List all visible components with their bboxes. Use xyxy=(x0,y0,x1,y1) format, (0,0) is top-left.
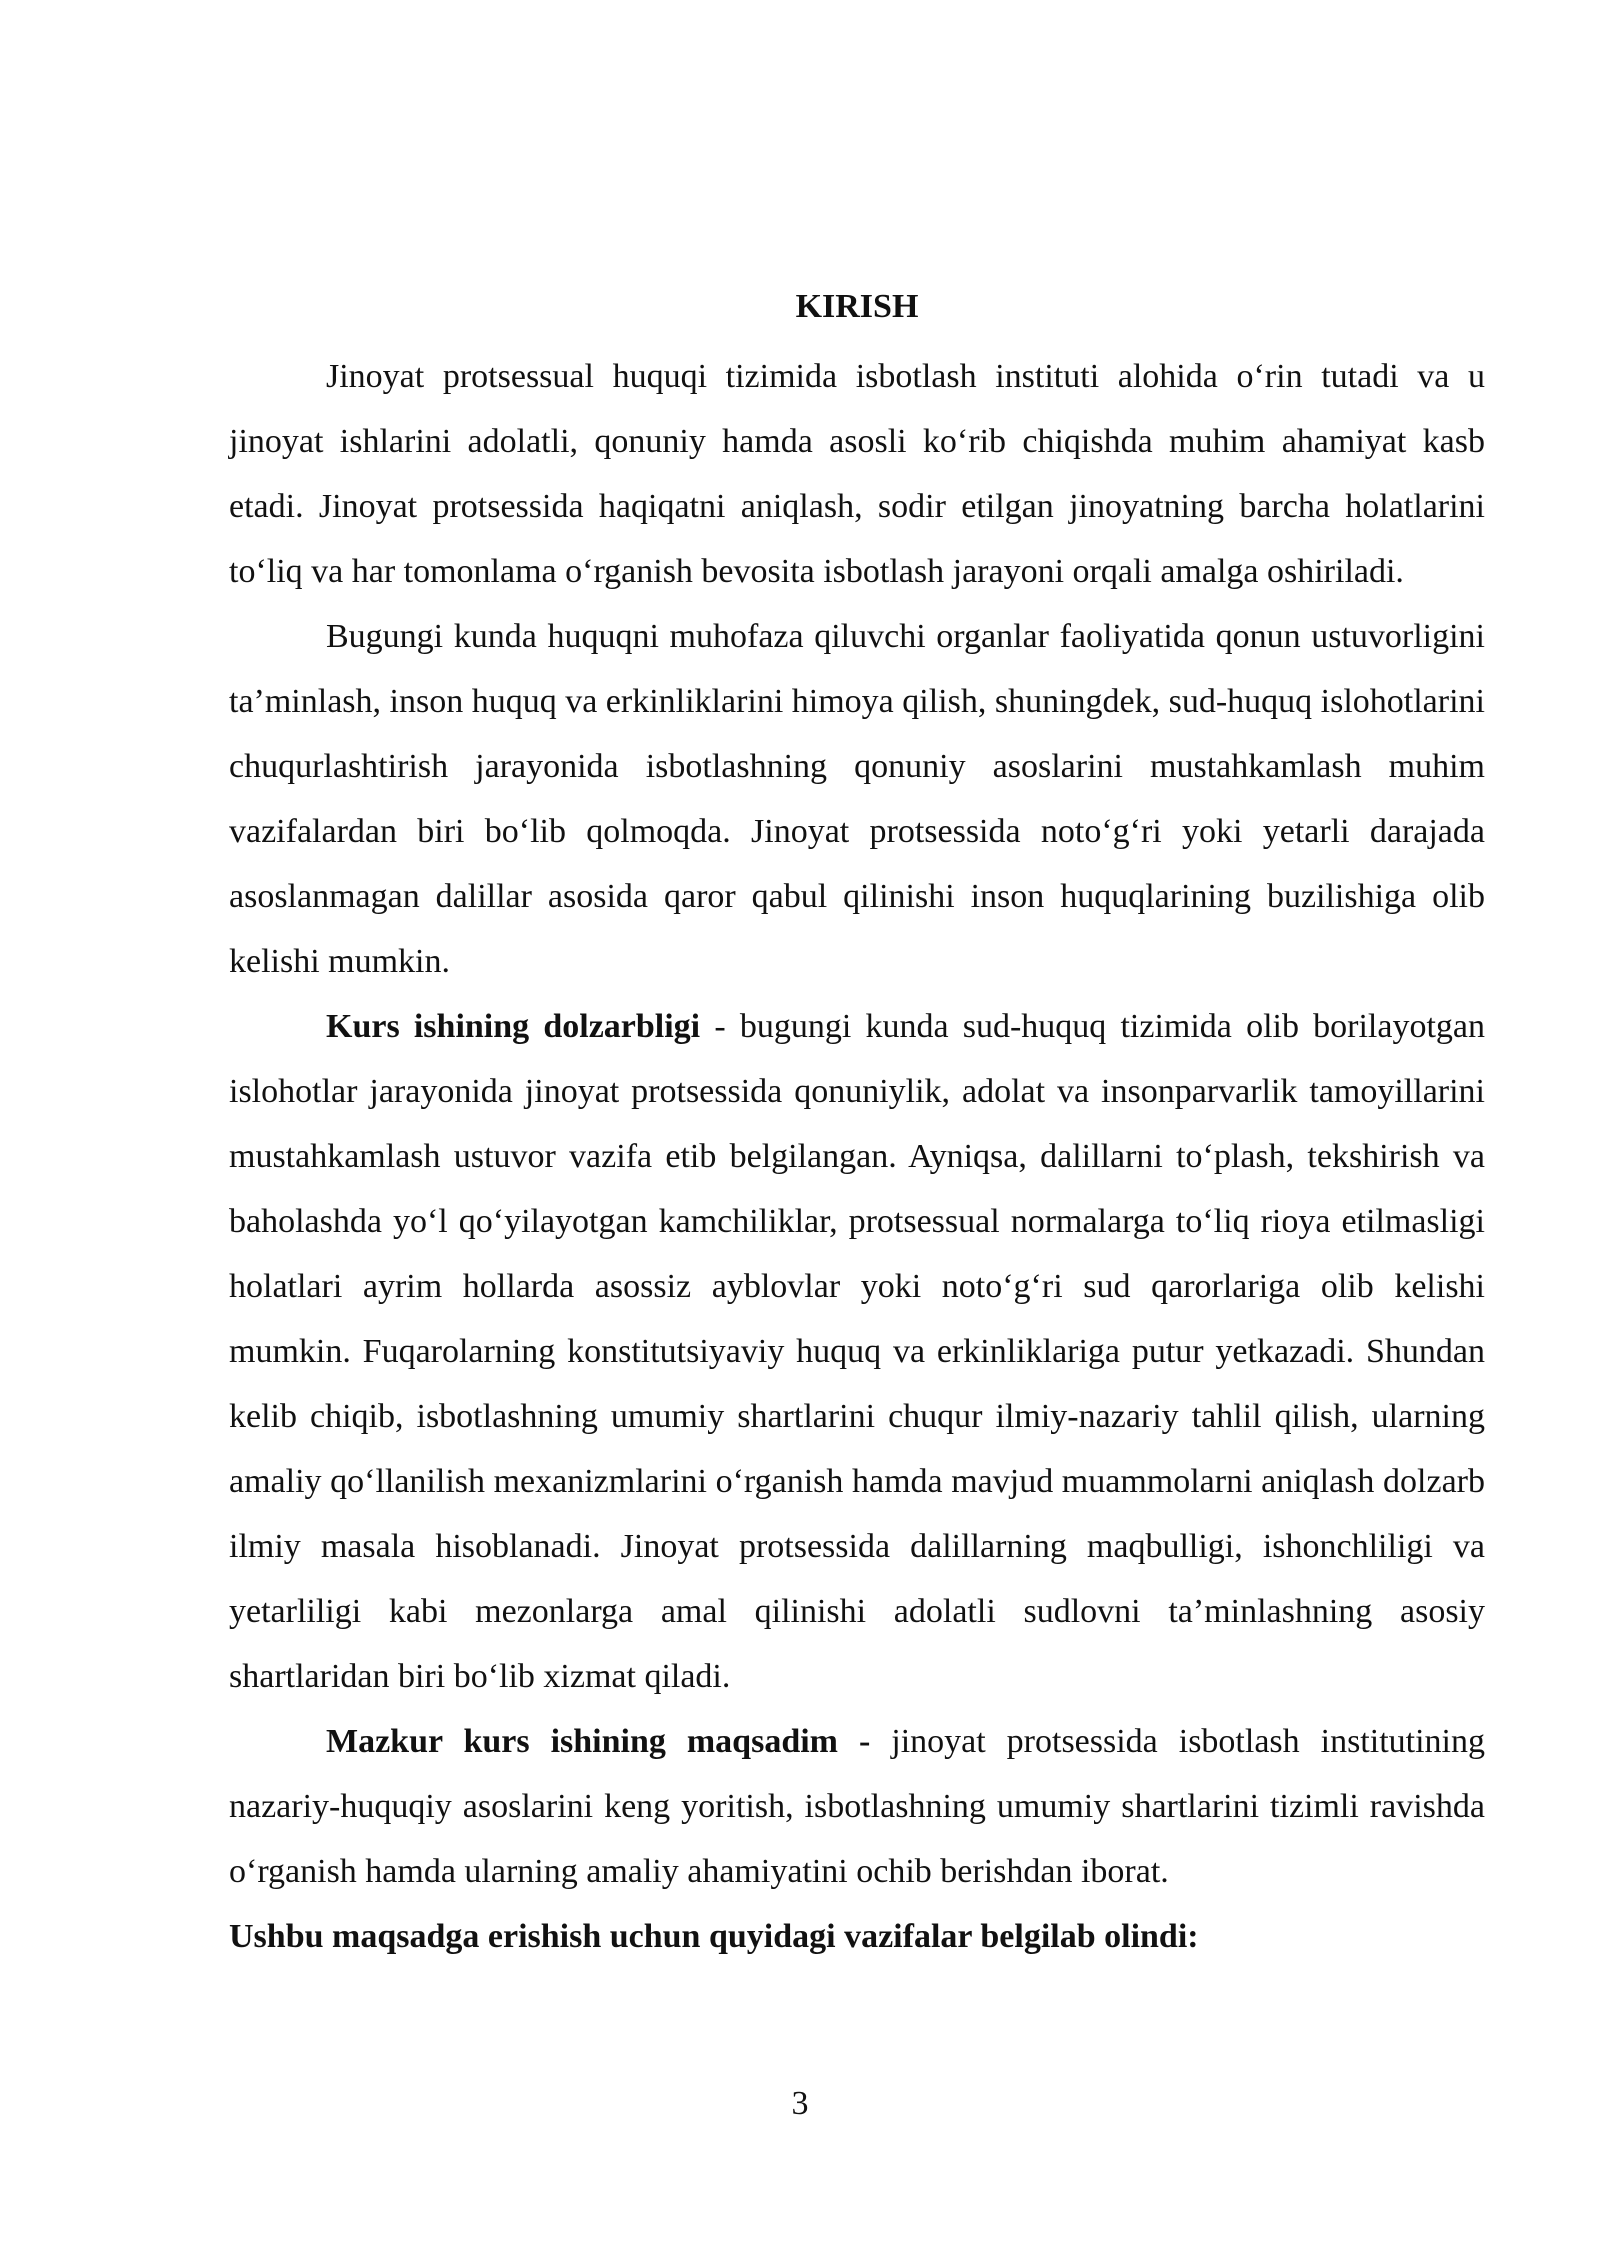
paragraph-goal xyxy=(229,1709,1485,1904)
section-heading: KIRISH xyxy=(795,288,919,325)
tasks-bold-lead: Ushbu maqsadga erishish uchun quyidagi vazifalar belgilab olindi: xyxy=(229,1918,1199,1955)
paragraph-context xyxy=(229,604,1485,994)
paragraph-goal-text: jinoyat protsessida isbotlash institutining nazariy-huquqiy asoslarini keng yoritish, isbotlashning umumiy shartlarini tizimli ravishda o‘rganish hamda ularning amaliy ahamiyatini ochib berishdan iborat. xyxy=(229,1723,1485,1890)
page-number: 3 xyxy=(791,2085,809,2122)
paragraph-intro-text: Jinoyat protsessual huquqi tizimida isbotlash instituti alohida o‘rin tutadi va u jinoyat ishlarini adolatli, qonuniy hamda asosli ko‘rib chiqishda muhim ahamiyat kasb etadi. Jinoyat protsessida haqiqatni aniqlash, sodir etilgan jinoyatning barcha holatlarini to‘liq va har tomonlama o‘rganish bevosita isbotlash jarayoni orqali amalga oshiriladi. xyxy=(229,358,1485,590)
paragraph-intro xyxy=(229,344,1485,604)
relevance-bold-lead: Kurs ishining dolzarbligi xyxy=(326,1008,701,1045)
paragraph-context-text: Bugungi kunda huquqni muhofaza qiluvchi organlar faoliyatida qonun ustuvorligini ta’minlash, inson huquq va erkinliklarini himoya qilish, shuningdek, sud-huquq islohotlarini chuqurlashtirish jarayonida isbotlashning qonuniy asoslarini mustahkamlash muhim vazifalardan biri bo‘lib qolmoqda. Jinoyat protsessida noto‘g‘ri yoki yetarli darajada asoslanmagan dalillar asosida qaror qabul qilinishi inson huquqlarining buzilishiga olib kelishi mumkin. xyxy=(229,618,1485,980)
paragraph-relevance xyxy=(229,994,1485,1709)
document-body xyxy=(229,278,1485,1969)
paragraph-relevance-text: - bugungi kunda sud-huquq tizimida olib borilayotgan islohotlar jarayonida jinoyat protsessida qonuniylik, adolat va insonparvarlik tamoyillarini mustahkamlash ustuvor vazifa etib belgilangan. Ayniqsa, dalillarni to‘plash, tekshirish va baholashda yo‘l qo‘yilayotgan kamchiliklar, protsessual normalarga to‘liq rioya etilmasligi holatlari ayrim hollarda asossiz ayblovlar yoki noto‘g‘ri sud qarorlariga olib kelishi mumkin. Fuqarolarning konstitutsiyaviy huquq va erkinliklariga putur yetkazadi. Shundan kelib chiqib, isbotlashning umumiy shartlarini chuqur ilmiy-nazariy tahlil qilish, ularning amaliy qo‘llanilish mexanizmlarini o‘rganish hamda mavjud muammolarni aniqlash dolzarb ilmiy masala hisoblanadi. Jinoyat protsessida dalillarning maqbulligi, ishonchliligi va yetarliligi kabi mezonlarga amal qilinishi adolatli sudlovni ta’minlashning asosiy shartlaridan biri bo‘lib xizmat qiladi. xyxy=(229,1008,1486,1695)
paragraph-tasks-lead xyxy=(229,1904,1485,1969)
goal-bold-lead: Mazkur kurs ishining maqsadim - xyxy=(326,1723,871,1760)
